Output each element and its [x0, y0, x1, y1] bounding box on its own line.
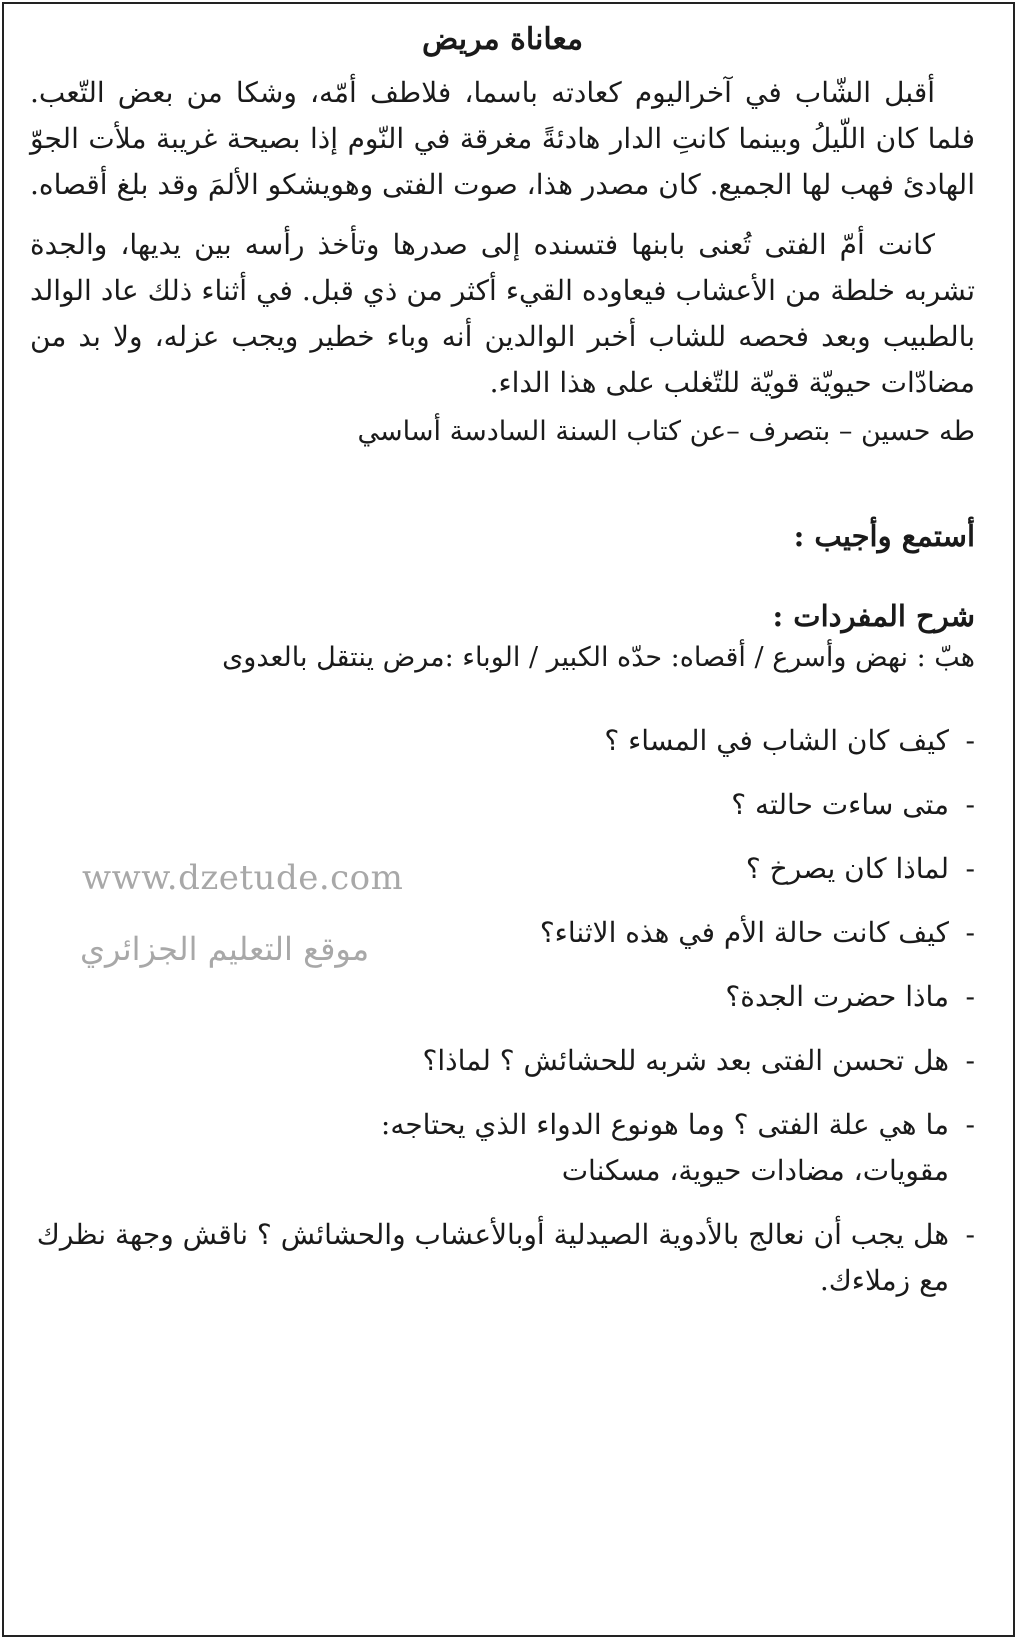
question-text: هل يجب أن نعالج بالأدوية الصيدلية أوبالأعشاب والحشائش ؟ ناقش وجهة نظرك	[36, 1218, 949, 1251]
bullet-dash: -	[965, 852, 975, 885]
question-item-2	[30, 782, 975, 828]
document-title: معاناة مريض	[421, 22, 584, 57]
bullet-dash: -	[965, 1108, 975, 1141]
vocabulary-definitions: هبّ : نهض وأسرع / أقصاه: حدّه الكبير / الوباء :مرض ينتقل بالعدوى	[222, 642, 975, 673]
paragraph-1: أقبل الشّاب في آخراليوم كعادته باسما، فلاطف أمّه، وشكا من بعض التّعب. فلما كان اللّيلُ وبينما كانتِ الدار هادئةً مغرقة في النّوم إذا بصيحة غريبة ملأت الجوّ الهادئ فهب لها الجميع. كان مصدر هذا، صوت الفتى وهويشكو الألمَ وقد بلغ أقصاه.	[30, 76, 975, 201]
question-text: كيف كان الشاب في المساء ؟	[604, 724, 949, 757]
question-text: متى ساءت حالته ؟	[731, 788, 949, 821]
vocabulary-heading: شرح المفردات :	[772, 599, 975, 633]
listen-answer-heading: أستمع وأجيب :	[793, 519, 975, 553]
question-text-continued: مقويات، مضادات حيوية، مسكنات	[561, 1154, 949, 1187]
source-citation: طه حسين – بتصرف –عن كتاب السنة السادسة أساسي	[357, 416, 975, 447]
question-text: ما هي علة الفتى ؟ وما هونوع الدواء الذي يحتاجه:	[380, 1108, 949, 1141]
question-text: لماذا كان يصرخ ؟	[745, 852, 949, 885]
watermark-url: www.dzetude.com	[82, 858, 404, 898]
paragraph-2: كانت أمّ الفتى تُعنى بابنها فتسنده إلى صدرها وتأخذ رأسه بين يديها، والجدة تشربه خلطة من الأعشاب فيعاوده القيء أكثر من ذي قبل. في أثناء ذلك عاد الوالد بالطبيب وبعد فحصه للشاب أخبر الوالدين أنه وباء خطير ويجب عزله، ولا بد من مضادّات حيويّة قويّة للتّغلب على هذا الداء.	[30, 228, 975, 399]
question-text-continued: مع زملاءك.	[819, 1264, 949, 1297]
bullet-dash: -	[965, 1044, 975, 1077]
bullet-dash: -	[965, 980, 975, 1013]
bullet-dash: -	[965, 916, 975, 949]
question-item-6	[30, 1038, 975, 1084]
question-text: ماذا حضرت الجدة؟	[725, 980, 949, 1013]
watermark-site-name: موقع التعليم الجزائري	[80, 930, 370, 968]
question-text: كيف كانت حالة الأم في هذه الاثناء؟	[539, 916, 949, 949]
question-item-5	[30, 974, 975, 1020]
bullet-dash: -	[965, 724, 975, 757]
question-item-7	[30, 1102, 975, 1194]
question-item-8	[30, 1212, 975, 1304]
question-item-1	[30, 718, 975, 764]
bullet-dash: -	[965, 788, 975, 821]
document-body	[30, 18, 975, 1322]
bullet-dash: -	[965, 1218, 975, 1251]
question-list	[30, 718, 975, 1304]
question-text: هل تحسن الفتى بعد شربه للحشائش ؟ لماذا؟	[422, 1044, 949, 1077]
